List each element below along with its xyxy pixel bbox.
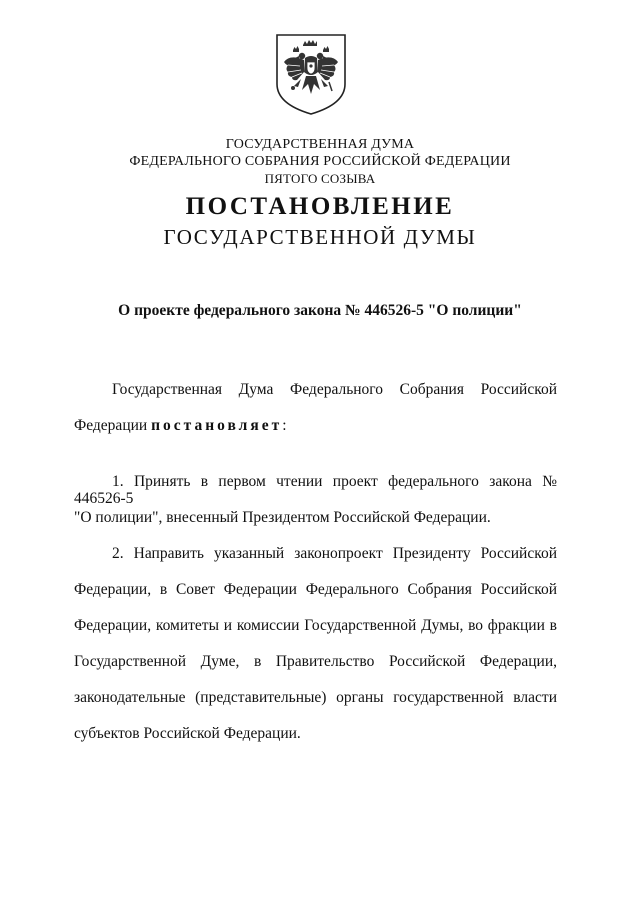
resolves-word: постановляет [151,417,283,434]
preamble-colon: : [282,417,287,434]
preamble-prefix: Федерации [74,417,152,434]
document-issuer-title: ГОСУДАРСТВЕННОЙ ДУМЫ [163,225,477,249]
item-2-line-3: Федерации, комитеты и комиссии Государственной Думы, во фракции в [74,617,557,634]
document-type-title: ПОСТАНОВЛЕНИЕ [185,193,455,220]
item-2-line-5: законодательные (представительные) органы государственной власти [74,689,557,706]
item-1-line-1: 1. Принять в первом чтении проект федерального закона № 446526-5 [74,473,557,507]
item-2-line-1: 2. Направить указанный законопроект Президенту Российской [112,545,557,562]
item-2-line-2: Федерации, в Совет Федерации Федерального Собрания Российской [74,581,557,598]
org-line-convocation: ПЯТОГО СОЗЫВА [264,171,376,186]
item-2-line-6: субъектов Российской Федерации. [74,725,301,742]
item-2-line-4: Государственной Думе, в Правительство Российской Федерации, [74,653,557,670]
document-subject: О проекте федерального закона № 446526-5 "О полиции" [118,302,522,319]
item-1-line-2: "О полиции", внесенный Президентом Российской Федерации. [74,509,491,526]
org-line-state-duma: ГОСУДАРСТВЕННАЯ ДУМА [225,137,415,152]
org-line-federal-assembly: ФЕДЕРАЛЬНОГО СОБРАНИЯ РОССИЙСКОЙ ФЕДЕРАЦИИ [129,154,511,169]
russian-coat-of-arms-icon [274,32,348,116]
issuer-header [0,136,640,187]
preamble-line-1: Государственная Дума Федерального Собрания Российской [112,381,557,398]
preamble-line-2 [74,417,557,434]
